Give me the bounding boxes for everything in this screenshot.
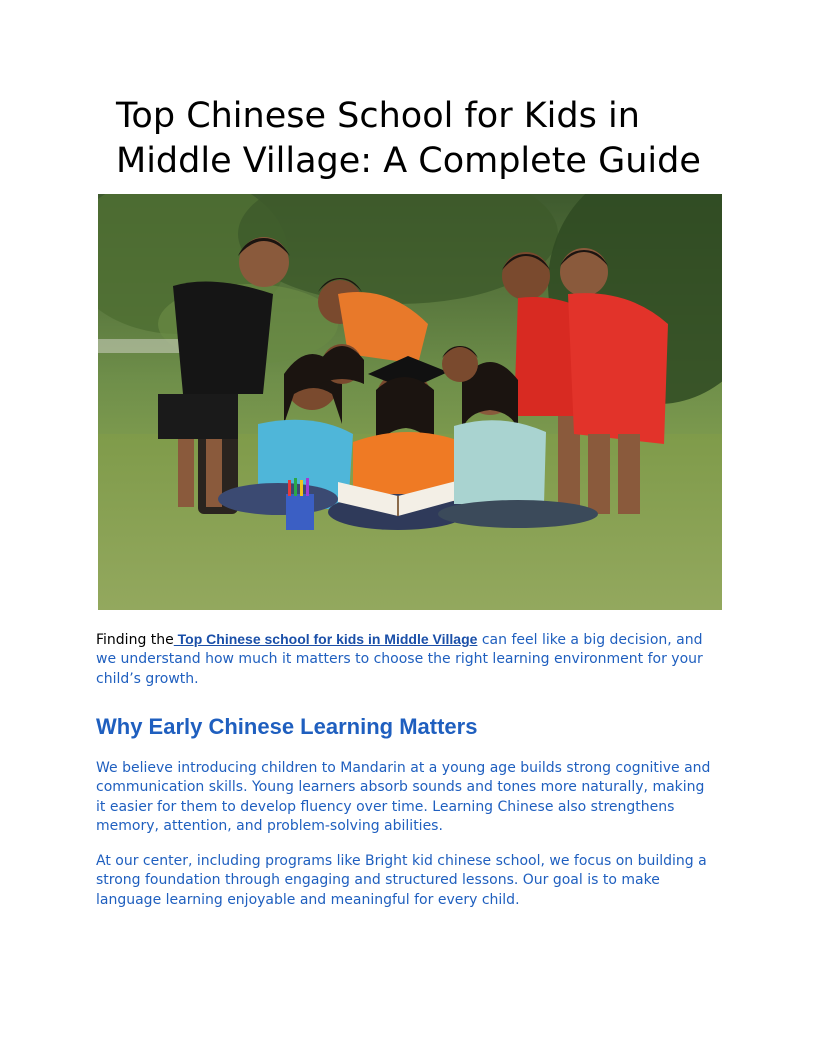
page-title: Top Chinese School for Kids in Middle Village: A Complete Guide (116, 96, 701, 181)
intro-rest: can feel like a big decision, and we understand how much it matters to choose the right learning environment for your child’s growth. (96, 632, 703, 687)
section-heading: Why Early Chinese Learning Matters (96, 714, 478, 739)
intro-lead: Finding the (96, 632, 174, 648)
section-paragraph-2: At our center, including programs like Bright kid chinese school, we focus on building a strong foundation through engaging and structured lessons. Our goal is to make language learning enjoyable and meaningful for every child. (96, 853, 707, 908)
chinese-school-link[interactable]: Top Chinese school for kids in Middle Village (173, 631, 478, 647)
hero-image (98, 194, 722, 610)
section-paragraph-1: We believe introducing children to Mandarin at a young age builds strong cognitive and communication skills. Young learners absorb sounds and tones more naturally, making it easier for them to develop fluency over time. Learning Chinese also strengthens memory, attention, and problem-solving abilities. (96, 760, 711, 835)
intro-paragraph (96, 630, 716, 689)
